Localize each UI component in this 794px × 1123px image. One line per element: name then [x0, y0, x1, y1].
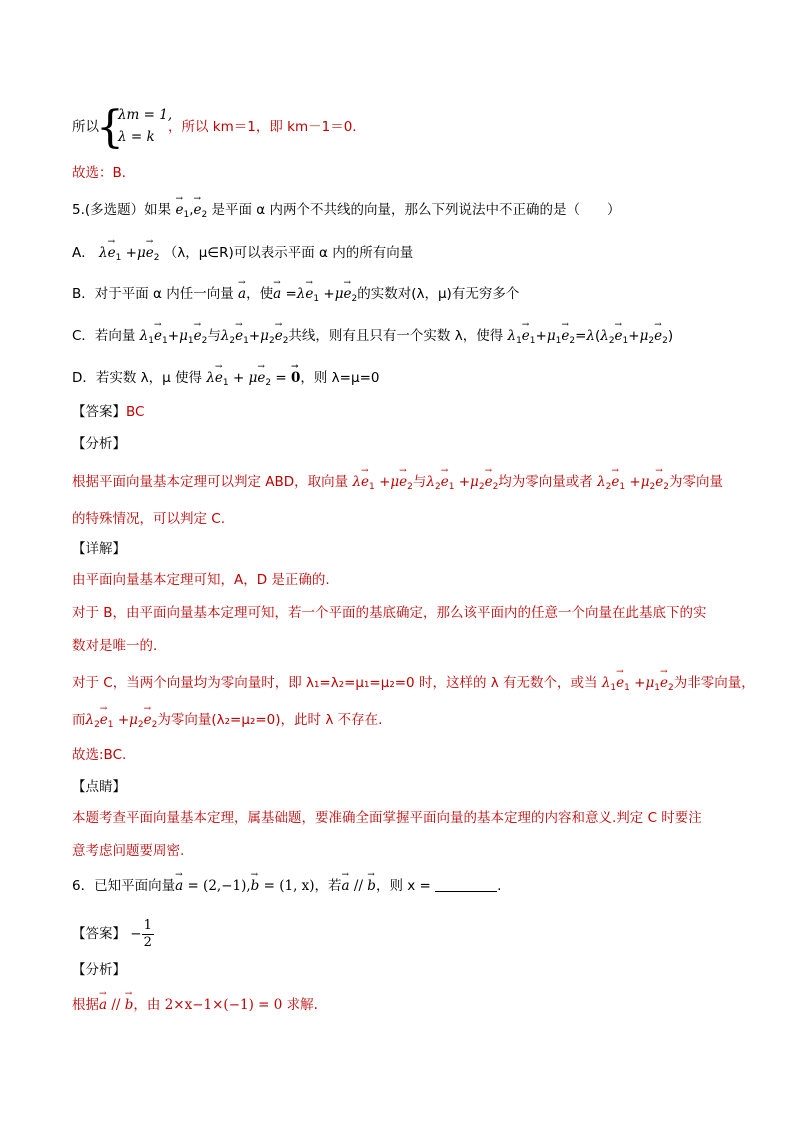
system-brace: { [96, 102, 124, 153]
q5-detail-line-1: 由平面向量基本定理可知，A，D 是正确的. [72, 572, 330, 588]
answer-fraction: $\frac{1}{2}$ [143, 917, 152, 950]
q5-comment-line-1: 本题考查平面向量基本定理，属基础题，要准确全面掌握平面向量的基本定理的内容和意义.判定 C 时要注 [72, 810, 702, 826]
vector-e: → e [193, 200, 201, 220]
system-eq-1: λm = 1, [118, 107, 173, 123]
q5-detail-line-3: 数对是唯一的. [72, 638, 158, 654]
q5-analysis-tag: 【分析】 [72, 436, 126, 452]
q5-comment-line-2: 意考虑问题要周密. [72, 843, 185, 859]
q5-detail-tag: 【详解】 [72, 541, 126, 557]
q4-conclusion: ，所以 km＝1，即 km－1＝0. [168, 119, 357, 135]
q6-stem: 6．已知平面向量→ a = (2,−1),→ b = (1, x)，若→ a // → b，则 x = . [72, 876, 501, 896]
q5-option-a: A． $\lambda\to e_1 +\mu\to e_2$ （λ，μ∈R)可以表示平面 α 内的所有向量 [72, 243, 413, 263]
q4-prefix: 所以 [72, 119, 99, 135]
q4-choose: 故选：B． [72, 165, 136, 181]
q5-comment-tag: 【点睛】 [72, 779, 126, 795]
q5-detail-line-5: 而$\lambda_2\to e_1 +\mu_2\to e_2$为零向量(λ₂=μ₂=0)，此时 λ 不存在. [72, 710, 382, 730]
q5-stem: 5.(多选题）如果 → $e_1,\to e_2$ 是平面 α 内两个不共线的向量，那么下列说法中不正确的是（ ） [72, 200, 621, 220]
q5-option-d: D．若实数 λ，μ 使得 $\lambda\to e_1 + \mu\to e_2$ = → 0，则 λ=μ=0 [72, 368, 379, 388]
vector-e: → e [175, 200, 183, 220]
q6-analysis-tag: 【分析】 [72, 962, 126, 978]
q5-analysis-line-1: 根据平面向量基本定理可以判定 ABD，取向量 $\lambda\to e_1 +\mu\to e_2$与$\lambda_2\to e_1 +\mu_2\to e_2$均为零向量或者 $\lambda_2\to e_1 +\mu_2\to e_2$为零向量 [72, 472, 723, 492]
q6-analysis-line: 根据→ a // → b，由 2×x−1×(−1) = 0 求解. [72, 995, 318, 1015]
q5-answer: 【答案】BC [72, 404, 145, 420]
q5-option-b: B．对于平面 α 内任一向量 → a，使→ $a =\lambda\to e_1 +\mu\to e_2$的实数对(λ，μ)有无穷多个 [72, 284, 519, 304]
answer-blank [435, 877, 497, 892]
system-eq-2: λ = k [118, 129, 155, 145]
q4-conclusion-line [72, 117, 99, 137]
q5-option-c: C．若向量 $\lambda_1\to e_1+\mu_1\to e_2$与$\lambda_2\to e_1+\mu_2\to e_2$共线，则有且只有一个实数 λ，使得 $\lambda_1\to e_1+\mu_1\to e_2=\lambda(\lambda_2\to e_1+\mu_2\to e_2)$ [72, 326, 673, 346]
q5-choose: 故选:BC. [72, 747, 127, 763]
q6-answer: 【答案】 − $\frac{1}{2}$ [72, 917, 152, 950]
q5-analysis-line-2: 的特殊情况，可以判定 C. [72, 511, 226, 527]
q5-detail-line-2: 对于 B，由平面向量基本定理可知，若一个平面的基底确定，那么该平面内的任意一个向量在此基底下的实 [72, 605, 707, 621]
answer-value: BC [126, 404, 145, 420]
q5-detail-line-4: 对于 C，当两个向量均为零向量时，即 λ₁=λ₂=μ₁=μ₂=0 时，这样的 λ 有无数个，或当 $\lambda_1\to e_1 +\mu_1\to e_2$为非零向量， [72, 673, 755, 693]
